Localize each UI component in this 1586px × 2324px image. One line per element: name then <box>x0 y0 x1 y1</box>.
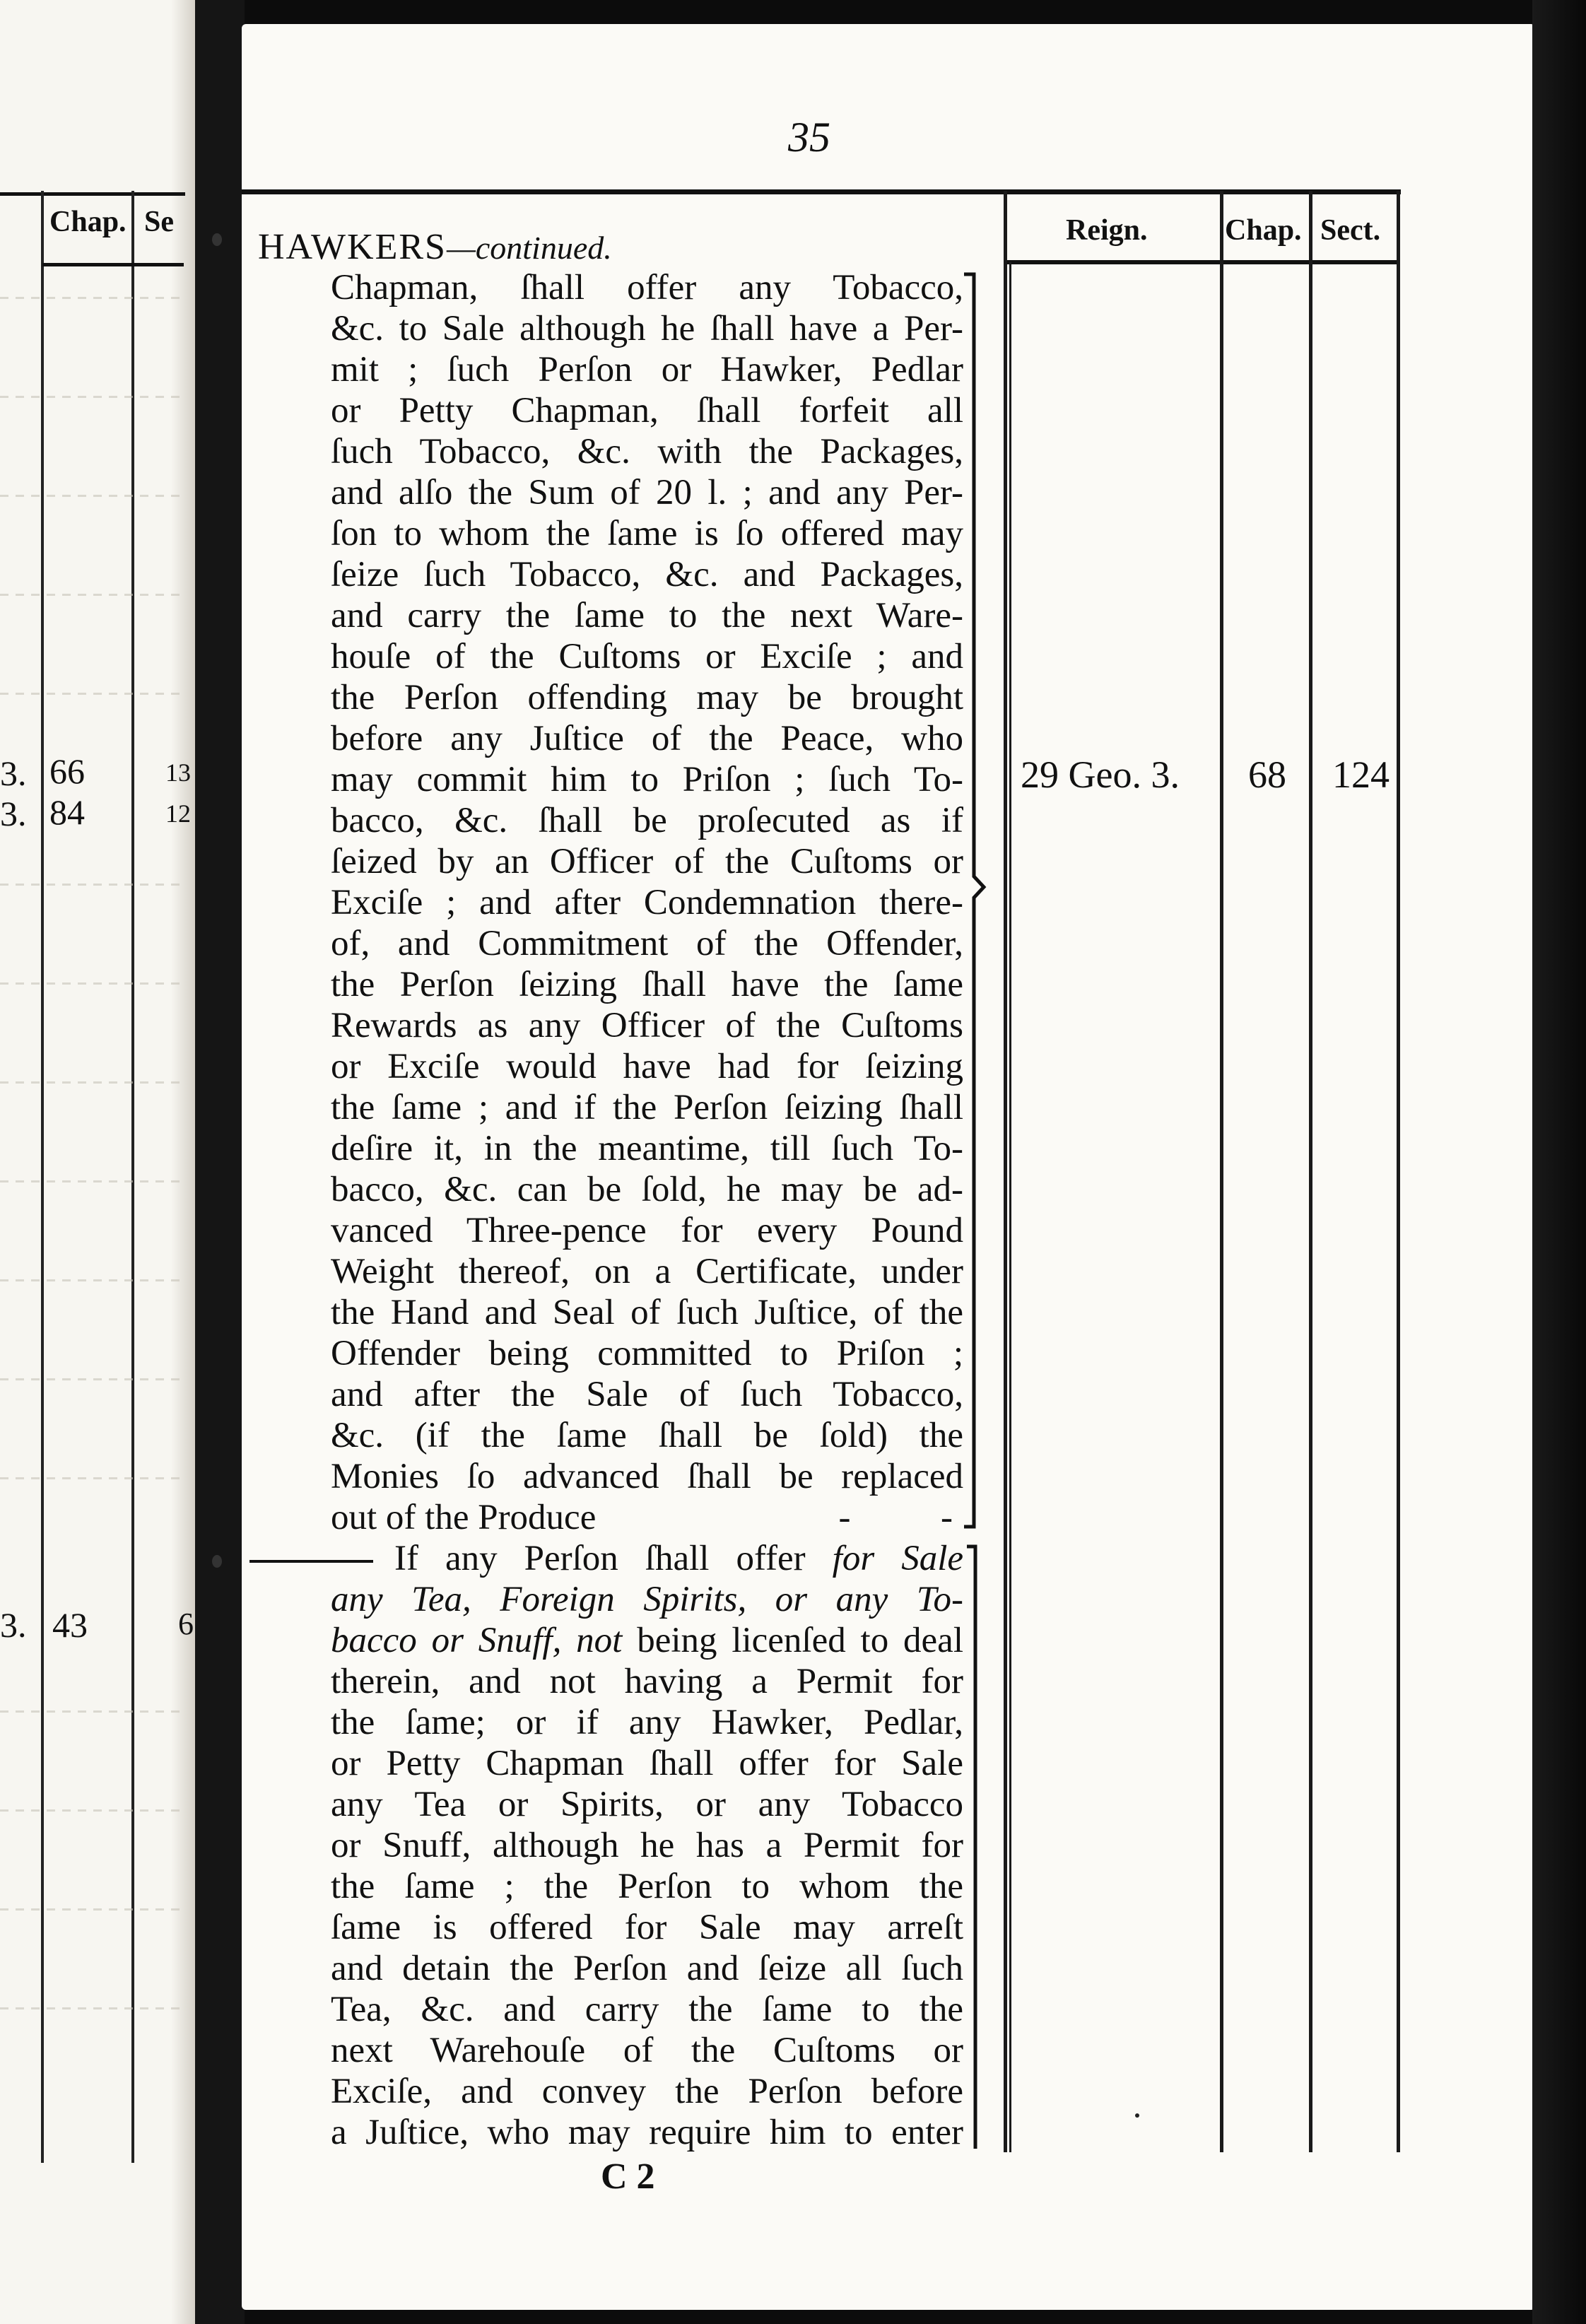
paragraph1-line: mit ; ſuch Perſon or Hawker, Pedlar <box>331 350 963 389</box>
left-top-rule <box>0 192 185 196</box>
show-through-text <box>0 1477 180 1479</box>
reign-header: Reign. <box>1066 214 1148 247</box>
left-chap-cell: 43 <box>52 1605 88 1645</box>
paragraph1-line: vanced Three-pence for every Pound <box>331 1211 963 1250</box>
paragraph2-line: any Tea or Spirits, or any Tobacco <box>331 1785 963 1824</box>
show-through-text <box>0 297 180 299</box>
section-title-text: HAWKERS <box>258 227 447 267</box>
paragraph1-line: ſeized by an Officer of the Cuſtoms or <box>331 842 963 881</box>
left-chap-cell: 66 <box>49 751 85 791</box>
paragraph2-first-italic: for Sale <box>832 1539 963 1578</box>
paragraph2-line: Tea, &c. and carry the ſame to the <box>331 1990 963 2029</box>
show-through-text <box>0 1180 180 1182</box>
show-through-text <box>0 1710 180 1713</box>
reference-chap: 68 <box>1248 753 1286 796</box>
paragraph1-line: and alſo the Sum of 20 l. ; and any Per- <box>331 473 963 512</box>
show-through-text <box>0 1378 180 1380</box>
show-through-text <box>0 594 180 596</box>
paragraph1-line: bacco, &c. can be ſold, he may be ad- <box>331 1170 963 1209</box>
paragraph1-line: Offender being committed to Priſon ; <box>331 1334 963 1373</box>
leader-dashes: - - <box>838 1498 953 1537</box>
paragraph1-line: deſire it, in the meantime, till ſuch To- <box>331 1129 963 1168</box>
sect-column-left-rule <box>1309 191 1312 2152</box>
paragraph2-line3-roman: being licenſed to deal <box>637 1621 963 1660</box>
paragraph1-line: Monies ſo advanced ſhall be replaced <box>331 1457 963 1496</box>
paragraph2-line <box>331 1620 963 1661</box>
paragraph1-line: ſeize ſuch Tobacco, &c. and Packages, <box>331 555 963 594</box>
paragraph2-line3-italic: bacco or Snuff, not <box>331 1621 623 1660</box>
paragraph1-line: &c. to Sale although he ſhall have a Per- <box>331 309 963 348</box>
paragraph1-line: houſe of the Cuſtoms or Exciſe ; and <box>331 637 963 676</box>
show-through-text <box>0 1279 180 1281</box>
scan-speck <box>212 1555 222 1568</box>
paragraph1-line: the Perſon offending may be brought <box>331 678 963 717</box>
show-through-text <box>0 396 180 398</box>
paragraph2-line: and detain the Perſon and ſeize all ſuch <box>331 1949 963 1988</box>
show-through-text <box>0 982 180 985</box>
paragraph1-last-line <box>331 1497 963 1538</box>
show-through-text <box>0 693 180 695</box>
left-page-fragment <box>0 0 191 2324</box>
right-brace-icon <box>961 269 989 1534</box>
left-chap-header: Chap. <box>49 206 127 238</box>
left-reign-cell: 3. <box>0 753 27 793</box>
paragraph1-line: Rewards as any Officer of the Cuſtoms <box>331 1006 963 1045</box>
paragraph2-line: therein, and not having a Permit for <box>331 1662 963 1701</box>
paragraph1-line: the Hand and Seal of ſuch Juſtice, of the <box>331 1293 963 1332</box>
paragraph2-line: Exciſe, and convey the Perſon before <box>331 2072 963 2111</box>
right-scan-edge <box>1532 0 1586 2324</box>
chap-column-left-rule <box>1220 191 1223 2152</box>
paragraph2-line: a Juſtice, who may require him to enter <box>331 2113 963 2152</box>
paragraph1-line: Weight thereof, on a Certificate, under <box>331 1252 963 1291</box>
paragraph-dash-rule <box>249 1560 373 1563</box>
paragraph1-last-text: out of the Produce <box>331 1498 597 1537</box>
paragraph1-line: and after the Sale of ſuch Tobacco, <box>331 1375 963 1414</box>
show-through-text <box>0 2007 180 2009</box>
paragraph1-line: or Petty Chapman, ſhall forfeit all <box>331 391 963 430</box>
paragraph2-line: ſame is offered for Sale may arreſt <box>331 1908 963 1947</box>
paragraph1-line: or Exciſe would have had for ſeizing <box>331 1047 963 1086</box>
paragraph1-line: of, and Commitment of the Offender, <box>331 924 963 963</box>
chap-header: Chap. <box>1225 214 1302 247</box>
left-header-rule <box>42 263 184 266</box>
section-continued: —continued. <box>446 230 612 266</box>
paragraph2-line: next Warehouſe of the Cuſtoms or <box>331 2031 963 2070</box>
sect-header: Sect. <box>1320 214 1381 247</box>
paragraph1-line: Chapman, ſhall offer any Tobacco, <box>331 268 963 307</box>
left-sect-header: Se <box>144 206 174 238</box>
reference-sect: 124 <box>1332 753 1390 796</box>
left-column-rule <box>41 191 44 2163</box>
paragraph1-line: before any Juſtice of the Peace, who <box>331 719 963 758</box>
left-chap-cell: 84 <box>49 792 85 832</box>
paragraph2-line: or Petty Chapman ſhall offer for Sale <box>331 1744 963 1783</box>
reference-reign: 29 Geo. 3. <box>1021 753 1180 796</box>
page-number: 35 <box>788 114 830 160</box>
left-reign-cell: 3. <box>0 794 27 833</box>
left-column-rule <box>131 191 134 2163</box>
paragraph1-line: the Perſon ſeizing ſhall have the ſame <box>331 965 963 1004</box>
left-sect-cell: 12 <box>165 799 191 828</box>
scan-speck <box>1135 2113 1139 2118</box>
show-through-text <box>0 1908 180 1911</box>
paragraph1-line: ſon to whom the ſame is ſo offered may <box>331 514 963 553</box>
show-through-text <box>0 884 180 886</box>
paragraph1-line: and carry the ſame to the next Ware- <box>331 596 963 635</box>
signature-mark: C 2 <box>601 2156 655 2197</box>
header-underline <box>1004 260 1399 264</box>
reign-column-inner-rule <box>1009 262 1011 2152</box>
paragraph2-line: any Tea, Foreign Spirits, or any To- <box>331 1580 963 1619</box>
show-through-text <box>0 1809 180 1812</box>
show-through-text <box>0 1081 180 1084</box>
paragraph2-first-roman: If any Perſon ſhall offer <box>394 1539 806 1578</box>
paragraph2-first-line <box>331 1538 963 1579</box>
scan-speck <box>212 233 222 246</box>
paragraph1-line: ſuch Tobacco, &c. with the Packages, <box>331 432 963 471</box>
top-rule <box>242 189 1401 194</box>
show-through-text <box>0 495 180 497</box>
paragraph2-line: or Snuff, although he has a Permit for <box>331 1826 963 1865</box>
left-sect-cell: 13 <box>165 758 191 787</box>
paragraph2-line: the ſame ; the Perſon to whom the <box>331 1867 963 1906</box>
paragraph1-line: &c. (if the ſame ſhall be ſold) the <box>331 1416 963 1455</box>
paragraph1-line: Exciſe ; and after Condemnation there- <box>331 883 963 922</box>
paragraph1-line: bacco, &c. ſhall be proſecuted as if <box>331 801 963 840</box>
paragraph1-line: the ſame ; and if the Perſon ſeizing ſhall <box>331 1088 963 1127</box>
left-reign-cell: 3. <box>0 1605 27 1645</box>
section-title <box>258 226 612 268</box>
right-brace-open-icon <box>964 1541 985 2149</box>
sect-column-right-rule <box>1397 191 1400 2152</box>
book-gutter <box>195 0 245 2324</box>
left-sect-cell: 6 <box>178 1607 194 1641</box>
paragraph2-line: the ſame; or if any Hawker, Pedlar, <box>331 1703 963 1742</box>
reign-column-left-rule <box>1004 191 1007 2152</box>
paragraph1-line: may commit him to Priſon ; ſuch To- <box>331 760 963 799</box>
